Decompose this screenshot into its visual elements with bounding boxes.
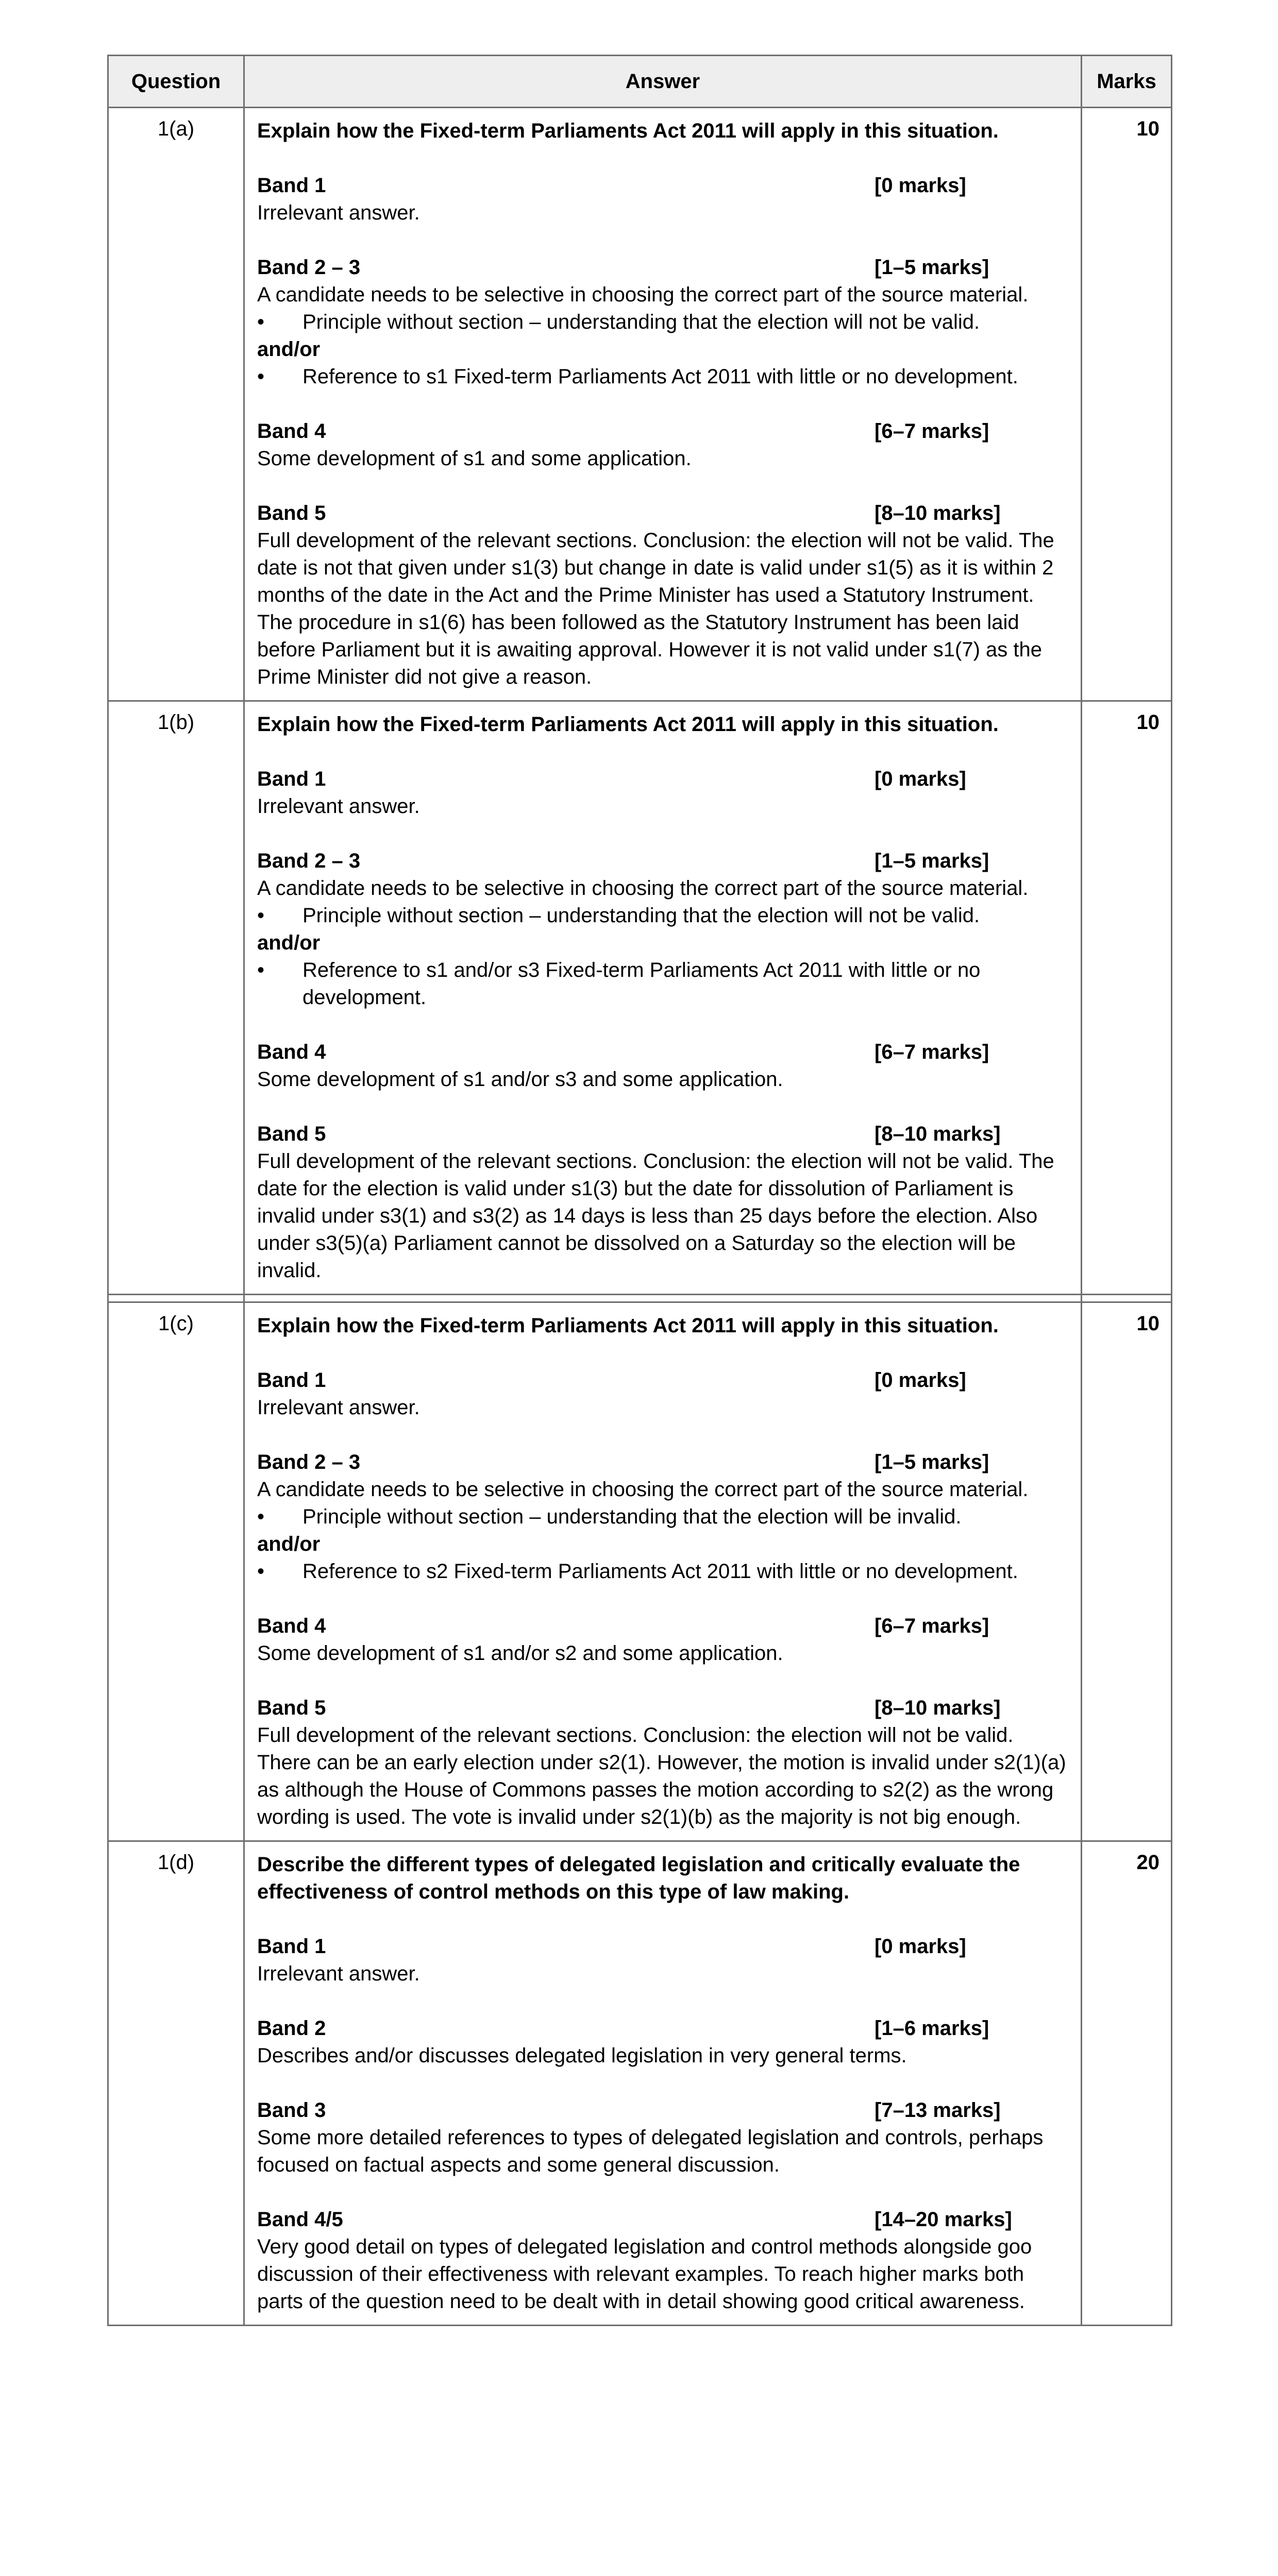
bullet-item [257, 363, 1068, 391]
table-row [108, 1841, 1172, 2326]
band-title: Band 1 [257, 174, 326, 197]
answer-cell [244, 701, 1082, 1295]
bullet-marker: • [257, 959, 265, 981]
connector-and-or: and/or [257, 338, 321, 361]
question-number: 1(d) [108, 1841, 244, 2326]
band-title: Band 2 [257, 2017, 326, 2040]
question-number: 1(b) [108, 701, 244, 1295]
band-block [257, 1039, 1068, 1093]
bullet-item [257, 902, 1068, 929]
header-marks: Marks [1082, 56, 1172, 108]
band-block [257, 2097, 1068, 2179]
band-text: A candidate needs to be selective in choosing the correct part of the source material. [257, 877, 1029, 900]
header-answer: Answer [244, 56, 1082, 108]
band-title: Band 2 – 3 [257, 850, 361, 872]
question-number: 1(a) [108, 108, 244, 701]
band-block [257, 2015, 1068, 2070]
band-marks: [6–7 marks] [875, 1041, 989, 1063]
band-marks: [8–10 marks] [875, 502, 1001, 524]
band-title: Band 5 [257, 502, 326, 524]
band-block [257, 766, 1068, 820]
band-title: Band 4 [257, 1041, 326, 1063]
question-prompt: Explain how the Fixed-term Parliaments Act 2011 will apply in this situation. [257, 120, 999, 142]
band-marks: [6–7 marks] [875, 420, 989, 443]
band-marks: [7–13 marks] [875, 2099, 1001, 2122]
band-marks: [8–10 marks] [875, 1123, 1001, 1145]
band-title: Band 4 [257, 420, 326, 443]
answer-cell [244, 1302, 1082, 1841]
band-text: Irrelevant answer. [257, 201, 420, 224]
question-prompt: Describe the different types of delegated legislation and critically evaluate the effectiveness of control methods on this type of law making. [257, 1853, 1020, 1903]
table-row [108, 108, 1172, 701]
band-block [257, 1121, 1068, 1284]
answer-cell [244, 1841, 1082, 2326]
mark-scheme-page [107, 55, 1171, 2326]
marks-value: 10 [1082, 108, 1172, 701]
band-text: Some development of s1 and/or s2 and some application. [257, 1642, 783, 1665]
connector-and-or: and/or [257, 931, 321, 954]
page-break-spacer [108, 1295, 1172, 1302]
band-marks: [1–6 marks] [875, 2017, 989, 2040]
spacer-cell [1082, 1295, 1172, 1302]
marks-value: 10 [1082, 1302, 1172, 1841]
question-number: 1(c) [108, 1302, 244, 1841]
bullet-text: Principle without section – understanding that the election will not be valid. [302, 904, 980, 927]
spacer-cell [108, 1295, 244, 1302]
band-block [257, 500, 1068, 691]
band-title: Band 1 [257, 768, 326, 790]
table-row [108, 1302, 1172, 1841]
spacer-cell [244, 1295, 1082, 1302]
band-block [257, 418, 1068, 472]
connector-and-or: and/or [257, 1533, 321, 1555]
band-text: Full development of the relevant sections. Conclusion: the election will not be valid. There can be an early election under s2(1). However, the motion is invalid under s2(1)(a) as although the House of Commons passes the motion according to s2(2) as the wrong wording is used. The vote is invalid under s2(1)(b) as the majority is not big enough. [257, 1724, 1066, 1828]
bullet-item [257, 309, 1068, 336]
band-block [257, 848, 1068, 1011]
band-text: Some more detailed references to types of delegated legislation and controls, perhaps focused on factual aspects and some general discussion. [257, 2126, 1044, 2176]
bullet-item [257, 1558, 1068, 1585]
question-prompt: Explain how the Fixed-term Parliaments Act 2011 will apply in this situation. [257, 1314, 999, 1337]
header-question: Question [108, 56, 244, 108]
bullet-item [257, 1503, 1068, 1531]
band-title: Band 4/5 [257, 2208, 343, 2231]
bullet-text: Reference to s1 and/or s3 Fixed-term Parliaments Act 2011 with little or no development. [302, 959, 981, 1009]
band-marks: [1–5 marks] [875, 256, 989, 279]
band-text: Very good detail on types of delegated legislation and control methods alongside goo discussion of their effectiveness with relevant examples. To reach higher marks both parts of the question need to be dealt with in detail showing good critical awareness. [257, 2235, 1032, 2313]
band-block [257, 1367, 1068, 1421]
band-marks: [6–7 marks] [875, 1615, 989, 1637]
question-prompt: Explain how the Fixed-term Parliaments Act 2011 will apply in this situation. [257, 713, 999, 736]
bullet-marker: • [257, 904, 265, 927]
band-block [257, 2206, 1068, 2315]
band-title: Band 5 [257, 1123, 326, 1145]
band-block [257, 1449, 1068, 1585]
mark-scheme-table [107, 55, 1172, 2326]
bullet-marker: • [257, 1505, 265, 1528]
band-marks: [1–5 marks] [875, 1451, 989, 1473]
bullet-marker: • [257, 311, 265, 333]
band-text: Full development of the relevant sections. Conclusion: the election will not be valid. The date is not that given under s1(3) but change in date is valid under s1(5) as it is within 2 months of the date in the Act and the Prime Minister has used a Statutory Instrument. The procedure in s1(6) has been followed as the Statutory Instrument has been laid before Parliament but it is awaiting approval. However it is not valid under s1(7) as the Prime Minister did not give a reason. [257, 529, 1054, 688]
bullet-marker: • [257, 365, 265, 388]
band-block [257, 1933, 1068, 1988]
band-block [257, 172, 1068, 227]
band-title: Band 4 [257, 1615, 326, 1637]
marks-value: 20 [1082, 1841, 1172, 2326]
answer-cell [244, 108, 1082, 701]
band-title: Band 3 [257, 2099, 326, 2122]
bullet-text: Principle without section – understanding that the election will be invalid. [302, 1505, 962, 1528]
band-block [257, 254, 1068, 391]
band-text: Describes and/or discusses delegated legislation in very general terms. [257, 2044, 907, 2067]
band-text: Irrelevant answer. [257, 795, 420, 818]
band-text: Some development of s1 and some application. [257, 447, 692, 470]
band-marks: [0 marks] [875, 1369, 966, 1392]
band-text: A candidate needs to be selective in choosing the correct part of the source material. [257, 1478, 1029, 1501]
band-title: Band 2 – 3 [257, 256, 361, 279]
band-title: Band 1 [257, 1369, 326, 1392]
bullet-text: Reference to s2 Fixed-term Parliaments Act 2011 with little or no development. [302, 1560, 1018, 1583]
band-marks: [0 marks] [875, 768, 966, 790]
band-block [257, 1694, 1068, 1831]
band-title: Band 2 – 3 [257, 1451, 361, 1473]
bullet-marker: • [257, 1560, 265, 1583]
band-marks: [1–5 marks] [875, 850, 989, 872]
marks-value: 10 [1082, 701, 1172, 1295]
band-marks: [0 marks] [875, 1935, 966, 1958]
bullet-text: Principle without section – understanding that the election will not be valid. [302, 311, 980, 333]
band-text: Full development of the relevant sections. Conclusion: the election will not be valid. The date for the election is valid under s1(3) but the date for dissolution of Parliament is invalid under s3(1) and s3(2) as 14 days is less than 25 days before the election. Also under s3(5)(a) Parliament cannot be dissolved on a Saturday so the election will be invalid. [257, 1150, 1054, 1282]
bullet-text: Reference to s1 Fixed-term Parliaments Act 2011 with little or no development. [302, 365, 1018, 388]
band-text: Irrelevant answer. [257, 1396, 420, 1419]
band-title: Band 5 [257, 1697, 326, 1719]
band-marks: [0 marks] [875, 174, 966, 197]
band-marks: [8–10 marks] [875, 1697, 1001, 1719]
band-text: A candidate needs to be selective in choosing the correct part of the source material. [257, 283, 1029, 306]
band-title: Band 1 [257, 1935, 326, 1958]
table-row [108, 701, 1172, 1295]
band-text: Irrelevant answer. [257, 1962, 420, 1985]
band-text: Some development of s1 and/or s3 and some application. [257, 1068, 783, 1091]
band-marks: [14–20 marks] [875, 2208, 1012, 2231]
bullet-item [257, 957, 1068, 1011]
band-block [257, 1613, 1068, 1667]
header-row [108, 56, 1172, 108]
